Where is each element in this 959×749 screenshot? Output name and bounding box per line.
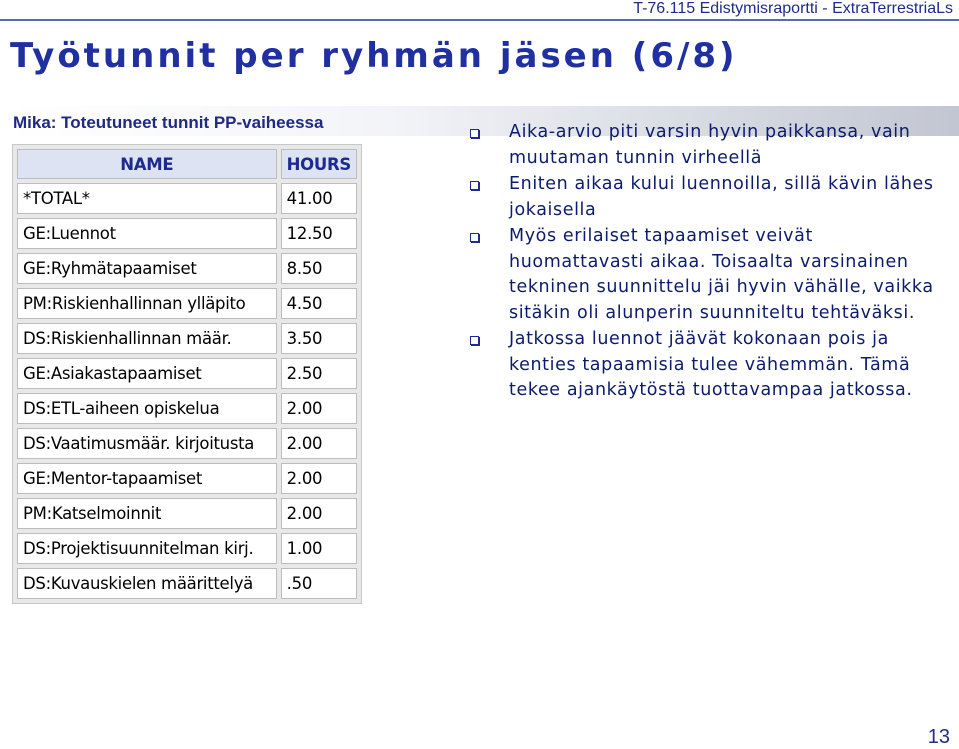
- table-row: [17, 218, 357, 249]
- name-cell: DS:Kuvauskielen määrittelyä: [17, 568, 277, 599]
- name-cell: DS:Projektisuunnitelman kirj.: [17, 533, 277, 564]
- hours-cell: 3.50: [281, 323, 357, 354]
- square-bullet-icon: [470, 336, 479, 345]
- bullet-item: [466, 120, 936, 171]
- bullet-text: Eniten aikaa kului luennoilla, sillä kävin lähes jokaisella: [509, 174, 934, 220]
- table-row: [17, 428, 357, 459]
- bullet-text: Aika-arvio piti varsin hyvin paikkansa, vain muutaman tunnin virheellä: [509, 122, 911, 168]
- name-cell: DS:Riskienhallinnan määr.: [17, 323, 277, 354]
- table-row: [17, 533, 357, 564]
- hours-cell: 2.00: [281, 428, 357, 459]
- hours-cell: 1.00: [281, 533, 357, 564]
- hours-cell: 41.00: [281, 183, 357, 214]
- table-row: [17, 463, 357, 494]
- column-header-name: NAME: [17, 149, 277, 179]
- hours-cell: .50: [281, 568, 357, 599]
- header-divider: [0, 19, 959, 21]
- table-row: [17, 568, 357, 599]
- hours-cell: 2.50: [281, 358, 357, 389]
- bullet-item: [466, 327, 936, 404]
- bullet-item: [466, 172, 936, 223]
- page-number: 13: [927, 726, 950, 748]
- table-row: [17, 253, 357, 284]
- bullet-text: Myös erilaiset tapaamiset veivät huomattavasti aikaa. Toisaalta varsinainen tekninen suunnittelu jäi hyvin vähälle, vaikka sitäkin oli alunperin suunniteltu tehtäväksi.: [509, 226, 934, 323]
- bullet-text: Jatkossa luennot jäävät kokonaan pois ja kenties tapaamisia tulee vähemmän. Tämä tekee ajankäytöstä tuottavampaa jatkossa.: [509, 329, 913, 400]
- hours-cell: 8.50: [281, 253, 357, 284]
- name-cell: DS:ETL-aiheen opiskelua: [17, 393, 277, 424]
- table-row: [17, 498, 357, 529]
- name-cell: GE:Ryhmätapaamiset: [17, 253, 277, 284]
- bullet-item: [466, 224, 936, 326]
- hours-cell: 2.00: [281, 463, 357, 494]
- header-title: T-76.115 Edistymisraportti - ExtraTerrestriaLs: [633, 0, 953, 17]
- name-cell: DS:Vaatimusmäär. kirjoitusta: [17, 428, 277, 459]
- table-row: [17, 358, 357, 389]
- name-cell: PM:Riskienhallinnan ylläpito: [17, 288, 277, 319]
- hours-cell: 4.50: [281, 288, 357, 319]
- hours-table: [12, 144, 362, 604]
- name-cell: GE:Asiakastapaamiset: [17, 358, 277, 389]
- name-cell: *TOTAL*: [17, 183, 277, 214]
- table-header-row: [17, 149, 357, 179]
- square-bullet-icon: [470, 181, 479, 190]
- table-row: [17, 288, 357, 319]
- slide-subtitle: Mika: Toteutuneet tunnit PP-vaiheessa: [13, 113, 324, 132]
- table-row: [17, 393, 357, 424]
- name-cell: PM:Katselmoinnit: [17, 498, 277, 529]
- table-row: [17, 183, 357, 214]
- square-bullet-icon: [470, 233, 479, 242]
- column-header-hours: HOURS: [281, 149, 357, 179]
- hours-cell: 2.00: [281, 498, 357, 529]
- hours-cell: 2.00: [281, 393, 357, 424]
- slide-title: Työtunnit per ryhmän jäsen (6/8): [10, 36, 738, 76]
- bullet-list: [466, 120, 936, 405]
- table-row: [17, 323, 357, 354]
- square-bullet-icon: [470, 129, 479, 138]
- hours-cell: 12.50: [281, 218, 357, 249]
- name-cell: GE:Luennot: [17, 218, 277, 249]
- name-cell: GE:Mentor-tapaamiset: [17, 463, 277, 494]
